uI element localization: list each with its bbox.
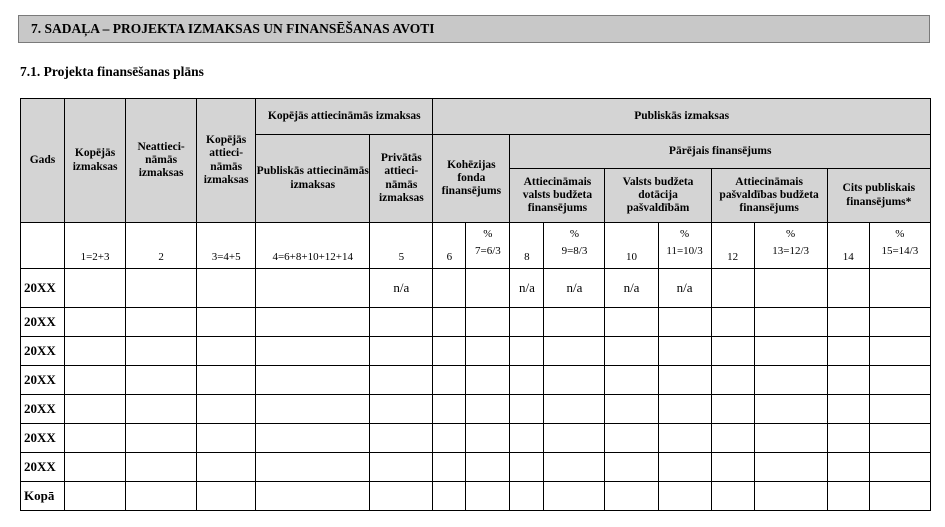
table-cell[interactable] [754, 366, 827, 395]
table-cell[interactable] [754, 395, 827, 424]
financing-plan-table [20, 98, 931, 511]
table-cell[interactable] [510, 453, 544, 482]
formula-cell: 10 [605, 223, 658, 269]
table-cell[interactable] [433, 366, 466, 395]
table-cell[interactable] [65, 308, 126, 337]
table-cell[interactable] [711, 482, 754, 511]
table-cell[interactable] [711, 308, 754, 337]
table-cell[interactable] [510, 337, 544, 366]
table-cell[interactable] [256, 424, 370, 453]
table-cell[interactable] [544, 482, 605, 511]
table-cell[interactable] [711, 269, 754, 308]
table-cell[interactable] [510, 424, 544, 453]
table-cell[interactable] [197, 366, 256, 395]
table-row [21, 269, 931, 308]
table-cell[interactable] [605, 482, 658, 511]
table-cell[interactable] [256, 482, 370, 511]
table-row [21, 337, 931, 366]
table-cell[interactable] [754, 337, 827, 366]
table-cell[interactable] [126, 366, 197, 395]
table-cell[interactable] [466, 366, 510, 395]
table-cell[interactable] [466, 395, 510, 424]
table-cell[interactable] [126, 482, 197, 511]
section-title: 7. SADAĻA – PROJEKTA IZMAKSAS UN FINANSĒŠANAS AVOTI [18, 15, 930, 43]
table-cell[interactable] [256, 395, 370, 424]
table-cell[interactable] [869, 366, 930, 395]
formula-cell: % 9=8/3 [544, 223, 605, 269]
table-cell[interactable] [658, 337, 711, 366]
table-cell[interactable] [370, 308, 433, 337]
header-kopejas-attiecinamas-group: Kopējās attiecināmās izmaksas [256, 99, 433, 135]
table-row [21, 424, 931, 453]
table-cell[interactable] [827, 482, 869, 511]
table-cell[interactable] [869, 308, 930, 337]
table-cell[interactable] [754, 308, 827, 337]
table-cell[interactable]: n/a [605, 269, 658, 308]
header-valsts-budzeta: Attiecināmais valsts budžeta finansējums [510, 169, 605, 223]
year-cell: 20XX [21, 269, 65, 308]
table-cell[interactable]: n/a [370, 269, 433, 308]
header-valsts-dotacija: Valsts budžeta dotācija pašvaldībām [605, 169, 711, 223]
table-row [21, 308, 931, 337]
table-cell[interactable] [197, 482, 256, 511]
table-cell[interactable]: n/a [544, 269, 605, 308]
table-cell[interactable] [126, 453, 197, 482]
table-cell[interactable] [605, 395, 658, 424]
formula-cell: 2 [126, 223, 197, 269]
header-neattiecinamas: Neattieci-nāmās izmaksas [126, 99, 197, 223]
header-publiskas-attiecinamas: Publiskās attiecināmās izmaksas [256, 135, 370, 223]
table-cell[interactable] [433, 269, 466, 308]
year-cell: 20XX [21, 366, 65, 395]
table-cell[interactable] [433, 337, 466, 366]
table-cell[interactable] [711, 424, 754, 453]
table-cell[interactable] [544, 337, 605, 366]
table-cell[interactable] [605, 366, 658, 395]
table-cell[interactable] [711, 366, 754, 395]
table-row [21, 395, 931, 424]
table-cell[interactable] [827, 269, 869, 308]
table-cell[interactable] [754, 424, 827, 453]
table-body [21, 269, 931, 511]
table-cell[interactable] [827, 337, 869, 366]
table-cell[interactable] [605, 337, 658, 366]
table-cell[interactable] [754, 453, 827, 482]
table-cell[interactable] [126, 337, 197, 366]
table-cell[interactable] [658, 424, 711, 453]
table-cell[interactable] [466, 453, 510, 482]
header-gads: Gads [21, 99, 65, 223]
table-cell[interactable] [256, 337, 370, 366]
table-cell[interactable] [658, 366, 711, 395]
table-cell[interactable] [754, 269, 827, 308]
table-cell[interactable] [466, 308, 510, 337]
table-cell[interactable] [869, 395, 930, 424]
table-row [21, 453, 931, 482]
table-cell[interactable] [433, 453, 466, 482]
table-cell[interactable] [256, 453, 370, 482]
table-cell[interactable] [433, 424, 466, 453]
table-cell[interactable] [510, 366, 544, 395]
table-cell[interactable] [65, 395, 126, 424]
table-cell[interactable] [658, 453, 711, 482]
subtitle: 7.1. Projekta finansēšanas plāns [20, 64, 204, 79]
table-cell[interactable] [605, 424, 658, 453]
header-kohezijas-fonda: Kohēzijas fonda finansējums [433, 135, 510, 223]
table-cell[interactable] [510, 308, 544, 337]
table-cell[interactable] [711, 395, 754, 424]
table-cell[interactable] [466, 337, 510, 366]
table-cell[interactable] [466, 482, 510, 511]
table-cell[interactable] [65, 482, 126, 511]
header-cits-publiskais: Cits publiskais finansējums* [827, 169, 930, 223]
table-cell[interactable] [65, 453, 126, 482]
table-cell[interactable] [65, 366, 126, 395]
table-cell[interactable] [256, 269, 370, 308]
table-cell[interactable] [658, 395, 711, 424]
table-cell[interactable] [65, 269, 126, 308]
header-privatas-attiecinamas: Privātās attieci-nāmās izmaksas [370, 135, 433, 223]
formula-cell: 12 [711, 223, 754, 269]
table-cell[interactable] [370, 395, 433, 424]
table-cell[interactable] [869, 337, 930, 366]
table-cell[interactable] [433, 482, 466, 511]
table-cell[interactable] [65, 337, 126, 366]
table-cell[interactable] [658, 482, 711, 511]
table-cell[interactable] [256, 366, 370, 395]
year-cell: 20XX [21, 453, 65, 482]
header-pasvaldibas-budzeta: Attiecināmais pašvaldības budžeta finansējums [711, 169, 827, 223]
table-cell[interactable] [605, 453, 658, 482]
year-cell: Kopā [21, 482, 65, 511]
formula-cell: 8 [510, 223, 544, 269]
table-cell[interactable] [827, 308, 869, 337]
table-cell[interactable] [510, 482, 544, 511]
table-cell[interactable] [433, 308, 466, 337]
table-cell[interactable] [827, 424, 869, 453]
table-cell[interactable] [126, 395, 197, 424]
header-kopejas-izmaksas: Kopējās izmaksas [65, 99, 126, 223]
formula-row [21, 223, 931, 269]
table-cell[interactable] [197, 308, 256, 337]
table-cell[interactable] [370, 424, 433, 453]
table-cell[interactable] [869, 269, 930, 308]
year-cell: 20XX [21, 337, 65, 366]
table-cell[interactable] [544, 308, 605, 337]
table-cell[interactable] [827, 453, 869, 482]
formula-cell: % 15=14/3 [869, 223, 930, 269]
table-cell[interactable] [544, 424, 605, 453]
formula-cell: 6 [433, 223, 466, 269]
table-cell[interactable] [126, 308, 197, 337]
year-cell: 20XX [21, 308, 65, 337]
formula-cell: 3=4+5 [197, 223, 256, 269]
year-cell: 20XX [21, 395, 65, 424]
table-cell[interactable] [869, 453, 930, 482]
table-cell[interactable] [754, 482, 827, 511]
table-cell[interactable] [869, 482, 930, 511]
table-cell[interactable] [544, 395, 605, 424]
table-cell[interactable] [827, 366, 869, 395]
formula-cell [21, 223, 65, 269]
table-cell[interactable]: n/a [510, 269, 544, 308]
table-cell[interactable] [827, 395, 869, 424]
table-cell[interactable] [256, 308, 370, 337]
formula-cell: % 13=12/3 [754, 223, 827, 269]
table-cell[interactable] [370, 366, 433, 395]
formula-cell: 4=6+8+10+12+14 [256, 223, 370, 269]
table-cell[interactable] [466, 269, 510, 308]
table-cell[interactable] [197, 424, 256, 453]
table-cell[interactable] [197, 337, 256, 366]
table-cell[interactable] [126, 269, 197, 308]
table-cell[interactable] [370, 482, 433, 511]
table-cell[interactable] [197, 269, 256, 308]
table-cell[interactable] [433, 395, 466, 424]
table-cell[interactable] [544, 453, 605, 482]
table-cell[interactable] [197, 453, 256, 482]
formula-cell: 1=2+3 [65, 223, 126, 269]
header-publiskas-izmaksas: Publiskās izmaksas [433, 99, 931, 135]
table-cell[interactable] [126, 424, 197, 453]
table-cell[interactable] [197, 395, 256, 424]
formula-cell: % 7=6/3 [466, 223, 510, 269]
table-row [21, 366, 931, 395]
year-cell: 20XX [21, 424, 65, 453]
table-cell[interactable] [711, 453, 754, 482]
table-cell[interactable] [510, 395, 544, 424]
table-cell[interactable] [658, 308, 711, 337]
table-cell[interactable] [869, 424, 930, 453]
table-cell[interactable] [65, 424, 126, 453]
formula-cell: % 11=10/3 [658, 223, 711, 269]
header-parejais-finansejums: Pārējais finansējums [510, 135, 931, 169]
table-row [21, 482, 931, 511]
table-cell[interactable] [370, 337, 433, 366]
formula-cell: 14 [827, 223, 869, 269]
table-cell[interactable] [711, 337, 754, 366]
table-cell[interactable] [544, 366, 605, 395]
formula-cell: 5 [370, 223, 433, 269]
table-cell[interactable] [466, 424, 510, 453]
table-cell[interactable] [370, 453, 433, 482]
table-cell[interactable] [605, 308, 658, 337]
table-cell[interactable]: n/a [658, 269, 711, 308]
header-kopejas-attiecinamas-izmaksas: Kopējās attieci-nāmās izmaksas [197, 99, 256, 223]
